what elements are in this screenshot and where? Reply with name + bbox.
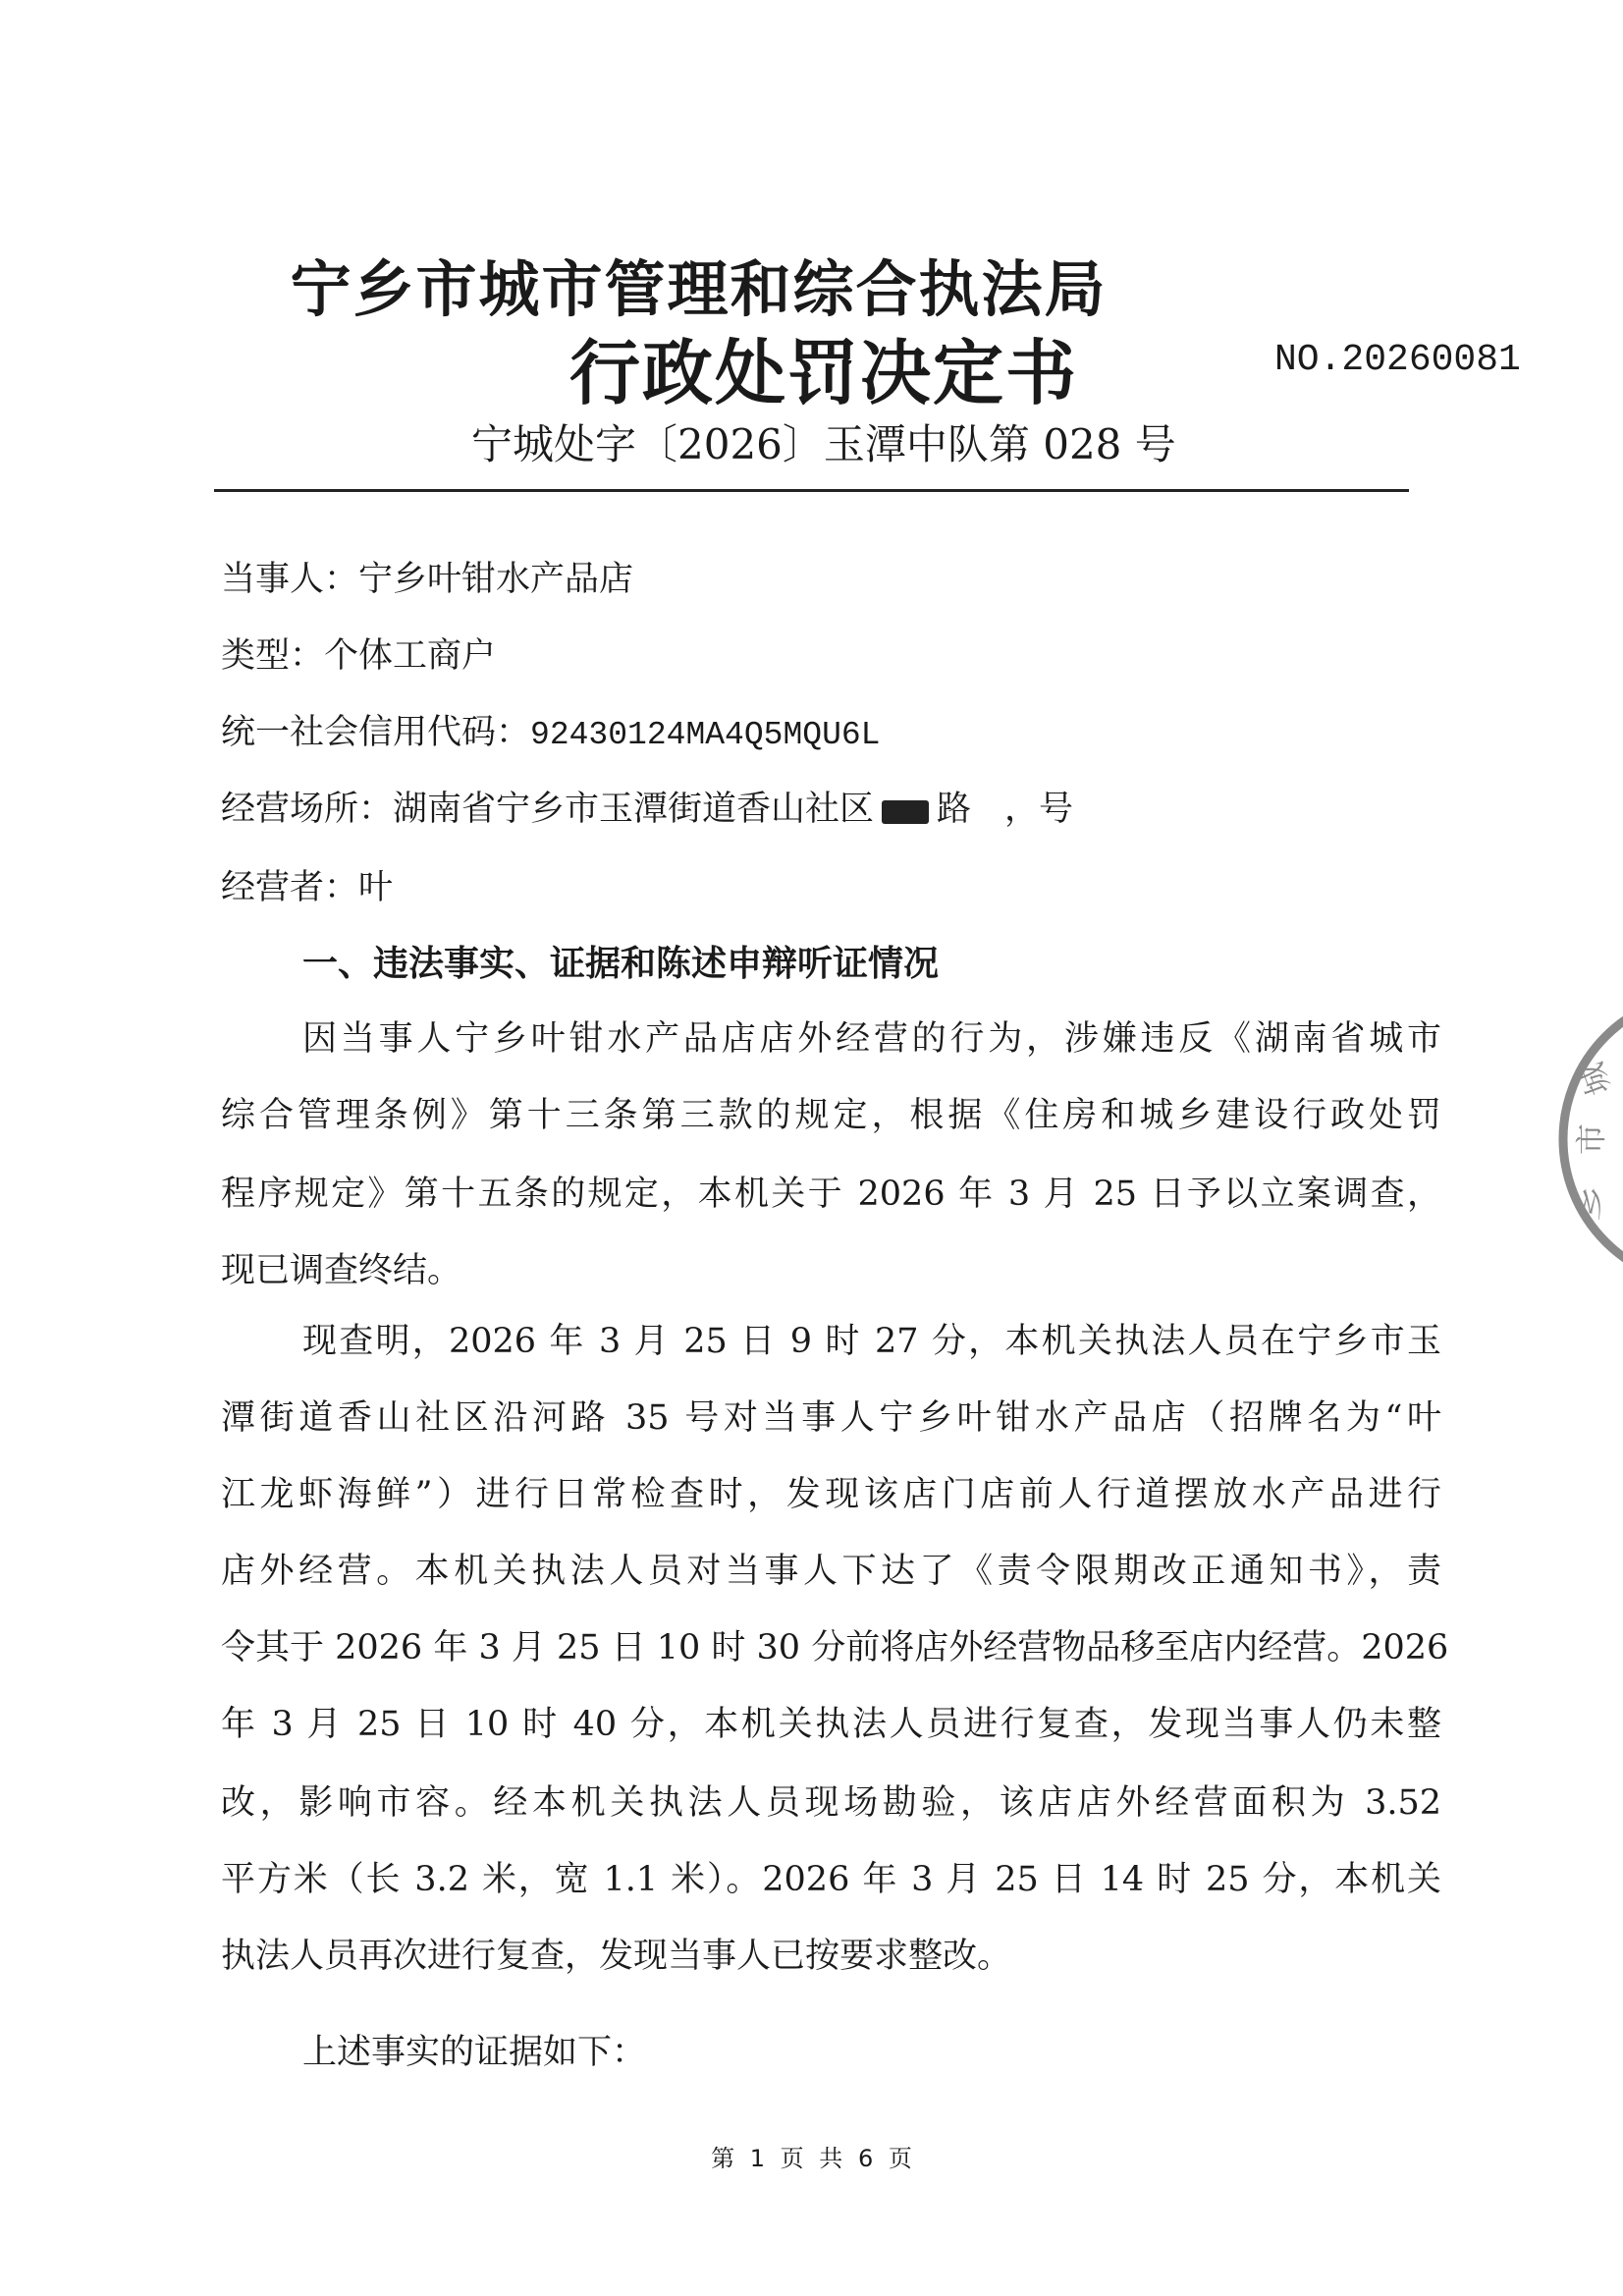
body-line: 平方米（长 3.2 米，宽 1.1 米）。2026 年 3 月 25 日 14 时 25 分，本机关	[221, 1860, 1441, 1899]
section-heading: 一、违法事实、证据和陈述申辩听证情况	[302, 944, 940, 984]
field-value: 湖南省宁乡市玉潭街道香山社区	[393, 790, 875, 829]
field-address	[221, 782, 1073, 831]
seal-glyph: 市	[1572, 1122, 1610, 1156]
body-line: 现查明，2026 年 3 月 25 日 9 时 27 分，本机关执法人员在宁乡市玉	[302, 1322, 1441, 1361]
body-line: 现已调查终结。	[221, 1251, 462, 1290]
official-seal	[1546, 992, 1623, 1286]
seal-glyph: 乡	[1568, 1180, 1614, 1224]
body-line: 店外经营。本机关执法人员对当事人下达了《责令限期改正通知书》，责	[221, 1552, 1441, 1591]
document-number: NO.20260081	[1274, 339, 1521, 381]
body-line: 执法人员再次进行复查，发现当事人已按要求整改。	[221, 1937, 1012, 1976]
field-type	[221, 629, 496, 678]
body-line: 综合管理条例》第十三条第三款的规定，根据《住房和城乡建设行政处罚	[221, 1096, 1441, 1135]
field-value-number: ，号	[1004, 790, 1074, 829]
field-label: 当事人：	[221, 560, 359, 599]
field-value: 个体工商户	[324, 636, 497, 676]
field-value: 92430124MA4Q5MQU6L	[530, 717, 881, 753]
seal-glyph: 城	[1572, 1058, 1618, 1101]
body-line: 令其于 2026 年 3 月 25 日 10 时 30 分前将店外经营物品移至店内经营。2026	[221, 1628, 1449, 1667]
field-operator	[221, 860, 393, 909]
field-value: 宁乡叶钳水产品店	[358, 560, 634, 599]
header-divider	[214, 489, 1409, 492]
redaction-mark	[882, 800, 929, 824]
agency-title	[0, 241, 1623, 328]
reference-number: 宁城处字〔2026〕玉潭中队第 028 号	[471, 420, 1176, 468]
field-label: 统一社会信用代码：	[221, 713, 531, 752]
field-value: 叶	[358, 868, 394, 907]
page-footer: 第 1 页 共 6 页	[711, 2145, 912, 2172]
agency-title-text: 宁乡市城市管理和综合执法局	[290, 253, 1108, 325]
body-line: 改，影响市容。经本机关执法人员现场勘验，该店店外经营面积为 3.52	[221, 1783, 1441, 1823]
field-label: 类型：	[221, 636, 325, 676]
body-line: 因当事人宁乡叶钳水产品店店外经营的行为，涉嫌违反《湖南省城市	[302, 1019, 1441, 1059]
field-party	[221, 552, 633, 601]
field-label: 经营者：	[221, 868, 359, 907]
body-line: 潭街道香山社区沿河路 35 号对当事人宁乡叶钳水产品店（招牌名为“叶	[221, 1398, 1441, 1438]
body-line: 程序规定》第十五条的规定，本机关于 2026 年 3 月 25 日予以立案调查，	[221, 1175, 1441, 1214]
body-line: 年 3 月 25 日 10 时 40 分，本机关执法人员进行复查，发现当事人仍未整	[221, 1705, 1441, 1744]
field-credit-code	[221, 705, 880, 754]
document-type-title: 行政处罚决定书	[569, 332, 1079, 414]
field-label: 经营场所：	[221, 790, 394, 829]
field-value-road: 路	[937, 790, 972, 829]
body-line: 江龙虾海鲜”）进行日常检查时，发现该店门店前人行道摆放水产品进行	[221, 1475, 1441, 1514]
body-line: 上述事实的证据如下：	[302, 2033, 647, 2072]
